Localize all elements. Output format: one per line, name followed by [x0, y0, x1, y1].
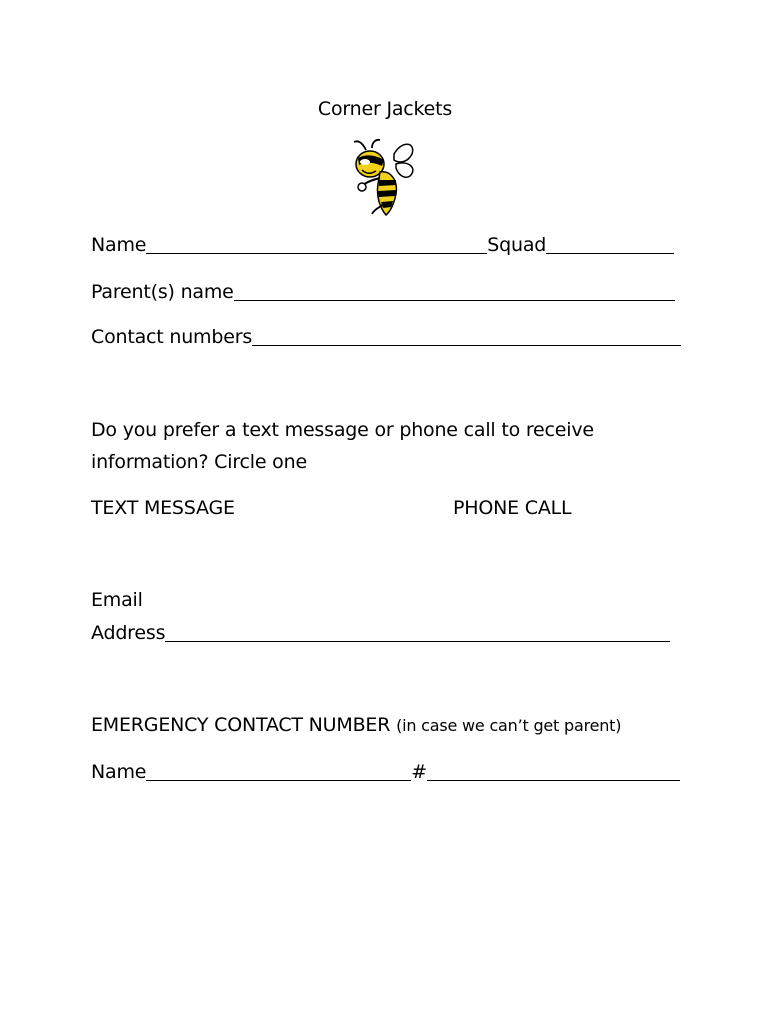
- preference-question-line1: Do you prefer a text message or phone call to receive: [91, 419, 594, 441]
- emergency-note: (in case we can’t get parent): [396, 716, 622, 735]
- parents-blank[interactable]: [234, 282, 675, 301]
- emergency-number-label: #: [411, 761, 427, 783]
- name-squad-line: [91, 233, 674, 257]
- emergency-contact-line: [91, 760, 680, 784]
- contact-blank[interactable]: [252, 327, 681, 346]
- emergency-heading: EMERGENCY CONTACT NUMBER: [91, 714, 391, 736]
- name-label: Name: [91, 234, 147, 256]
- squad-blank[interactable]: [546, 235, 674, 254]
- page-title: Corner Jackets: [317, 98, 453, 120]
- squad-label: Squad: [487, 234, 547, 256]
- contact-label: Contact numbers: [91, 326, 253, 348]
- parents-label: Parent(s) name: [91, 281, 234, 303]
- parents-line: [91, 280, 675, 304]
- emergency-heading-line: [91, 713, 621, 738]
- emergency-name-label: Name: [91, 761, 147, 783]
- emergency-number-blank[interactable]: [427, 762, 680, 781]
- emergency-name-blank[interactable]: [146, 762, 411, 781]
- option-phone-call[interactable]: PHONE CALL: [453, 497, 572, 519]
- option-text-message[interactable]: TEXT MESSAGE: [91, 497, 235, 519]
- preference-question-line2: information? Circle one: [91, 451, 307, 473]
- email-label-line1: Email: [91, 589, 143, 611]
- yellow-jacket-mascot-icon: [350, 138, 420, 216]
- name-blank[interactable]: [146, 235, 487, 254]
- email-blank[interactable]: [165, 623, 670, 642]
- contact-line: [91, 325, 681, 349]
- email-address-line: [91, 621, 670, 645]
- email-label-line2: Address: [91, 622, 166, 644]
